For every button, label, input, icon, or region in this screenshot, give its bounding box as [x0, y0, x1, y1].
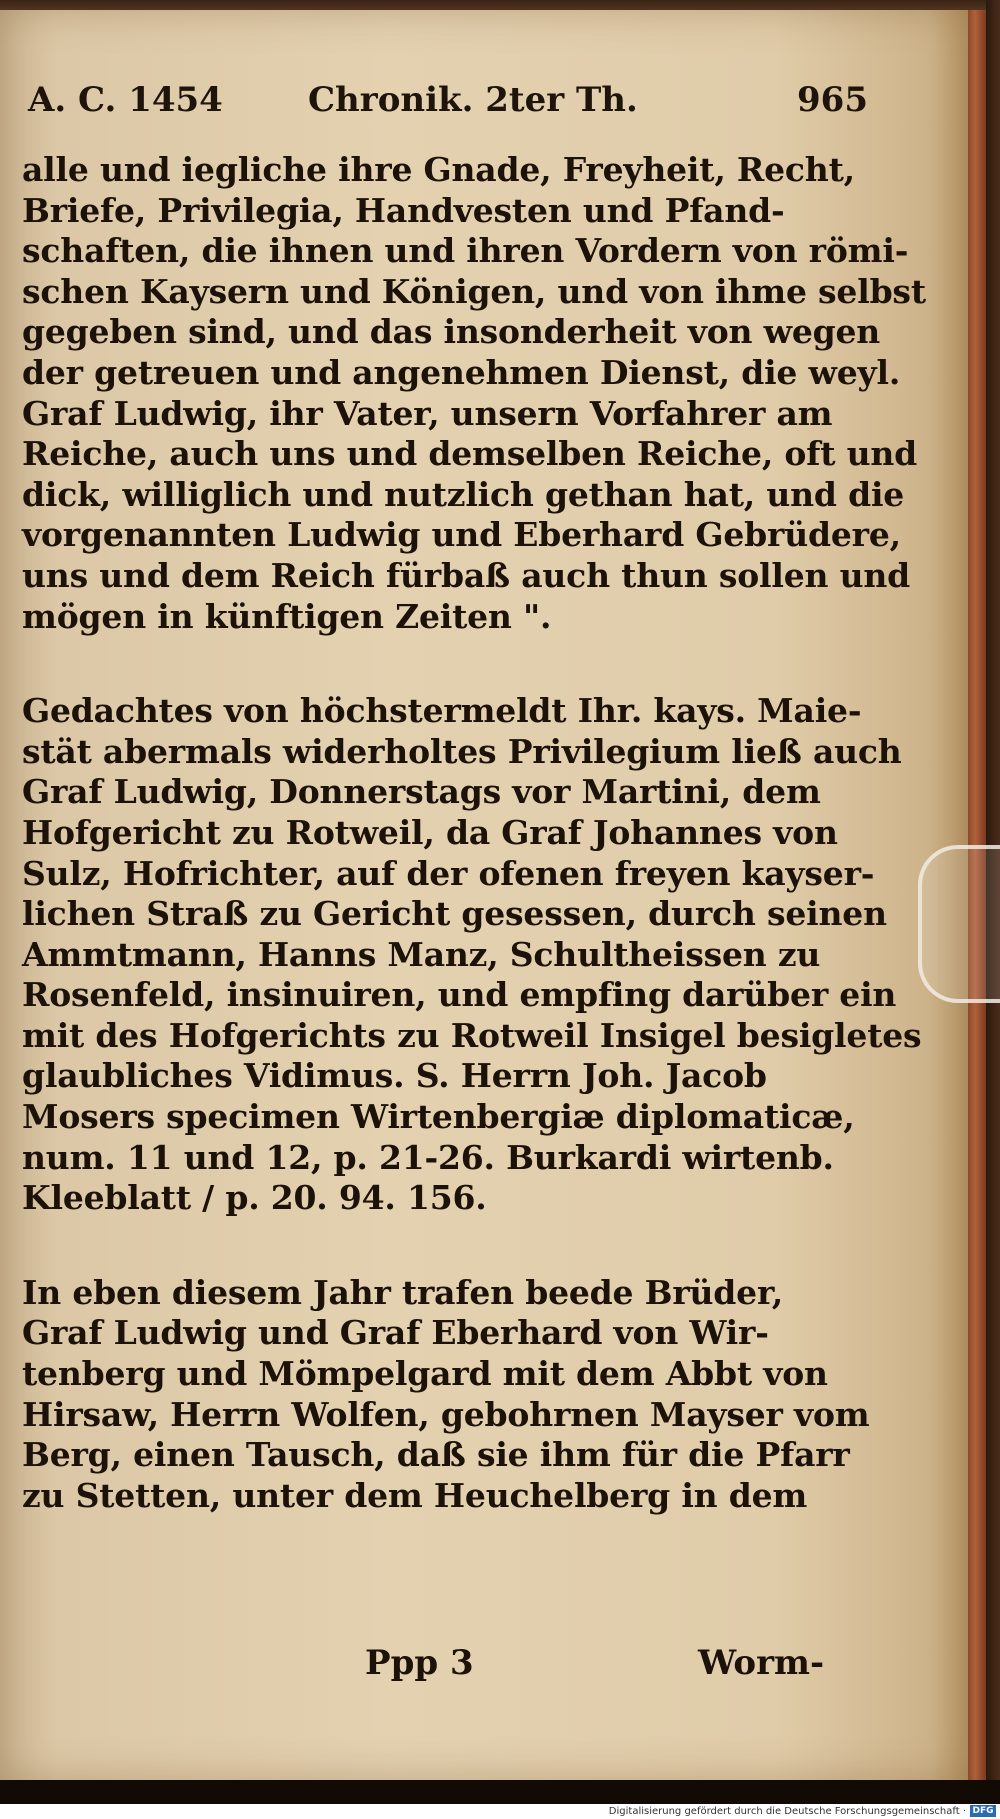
text-line: stät abermals widerholtes Privilegium ließ auch	[22, 731, 902, 771]
text-line: uns und dem Reich fürbaß auch thun sollen und	[22, 555, 911, 595]
text-line: Briefe, Privilegia, Handvesten und Pfand-	[22, 190, 785, 230]
text-line: der getreuen und angenehmen Dienst, die weyl.	[22, 352, 901, 392]
text-line: Kleeblatt / p. 20. 94. 156.	[22, 1178, 487, 1218]
text-line: num. 11 und 12, p. 21-26. Burkardi wirtenb.	[22, 1137, 834, 1177]
running-header	[28, 80, 868, 140]
text-line: Graf Ludwig, Donnerstags vor Martini, dem	[22, 772, 821, 812]
header-year: A. C. 1454	[28, 80, 223, 120]
catchword: Worm-	[698, 1643, 825, 1683]
footer-credit: Digitalisierung gefördert durch die Deutsche Forschungsgemeinschaft ·	[608, 1806, 966, 1817]
page-clip	[918, 845, 1000, 1003]
text-line: vorgenannten Ludwig und Eberhard Gebrüdere,	[22, 515, 901, 555]
paragraph-3	[22, 1273, 872, 1517]
text-line: schaften, die ihnen und ihren Vordern von römi-	[22, 231, 909, 271]
text-line: Mosers specimen Wirtenbergiæ diplomaticæ,	[22, 1097, 855, 1137]
dfg-logo-icon: DFG	[970, 1805, 996, 1817]
signature-mark: Ppp 3	[365, 1643, 474, 1683]
text-line: gegeben sind, und das insonderheit von wegen	[22, 312, 881, 352]
text-line: zu Stetten, unter dem Heuchelberg in dem	[22, 1475, 808, 1515]
text-line: glaubliches Vidimus. S. Herrn Joh. Jacob	[22, 1056, 767, 1096]
text-line: In eben diesem Jahr trafen beede Brüder,	[22, 1272, 784, 1312]
text-line: Sulz, Hofrichter, auf der ofenen freyen kayser-	[22, 853, 875, 893]
page-number: 965	[797, 80, 868, 120]
text-line: Ammtmann, Hanns Manz, Schultheissen zu	[22, 934, 821, 974]
text-line: dick, williglich und nutzlich gethan hat, und die	[22, 474, 905, 514]
header-title: Chronik. 2ter Th.	[308, 80, 638, 120]
scan-background	[0, 1780, 1000, 1804]
text-line: mögen in künftigen Zeiten ".	[22, 596, 552, 636]
text-line: Graf Ludwig und Graf Eberhard von Wir-	[22, 1313, 769, 1353]
text-line: Reiche, auch uns und demselben Reiche, oft und	[22, 434, 918, 474]
paragraph-1	[22, 150, 926, 637]
text-line: Rosenfeld, insinuiren, und empfing darüber ein	[22, 975, 897, 1015]
body-text	[22, 150, 926, 1516]
text-line: Gedachtes von höchstermeldt Ihr. kays. Maie-	[22, 691, 862, 731]
text-line: Graf Ludwig, ihr Vater, unsern Vorfahrer am	[22, 393, 833, 433]
text-line: lichen Straß zu Gericht gesessen, durch seinen	[22, 894, 887, 934]
text-line: Hirsaw, Herrn Wolfen, gebohrnen Mayser vom	[22, 1394, 870, 1434]
text-line: tenberg und Mömpelgard mit dem Abbt von	[22, 1354, 828, 1394]
text-line: alle und iegliche ihre Gnade, Freyheit, Recht,	[22, 150, 855, 189]
text-line: Berg, einen Tausch, daß sie ihm für die Pfarr	[22, 1435, 850, 1475]
paragraph-2	[22, 691, 922, 1219]
text-line: mit des Hofgerichts zu Rotweil Insigel besigletes	[22, 1015, 922, 1055]
text-line: Hofgericht zu Rotweil, da Graf Johannes von	[22, 812, 838, 852]
text-line: schen Kaysern und Königen, und von ihme selbst	[22, 271, 926, 311]
